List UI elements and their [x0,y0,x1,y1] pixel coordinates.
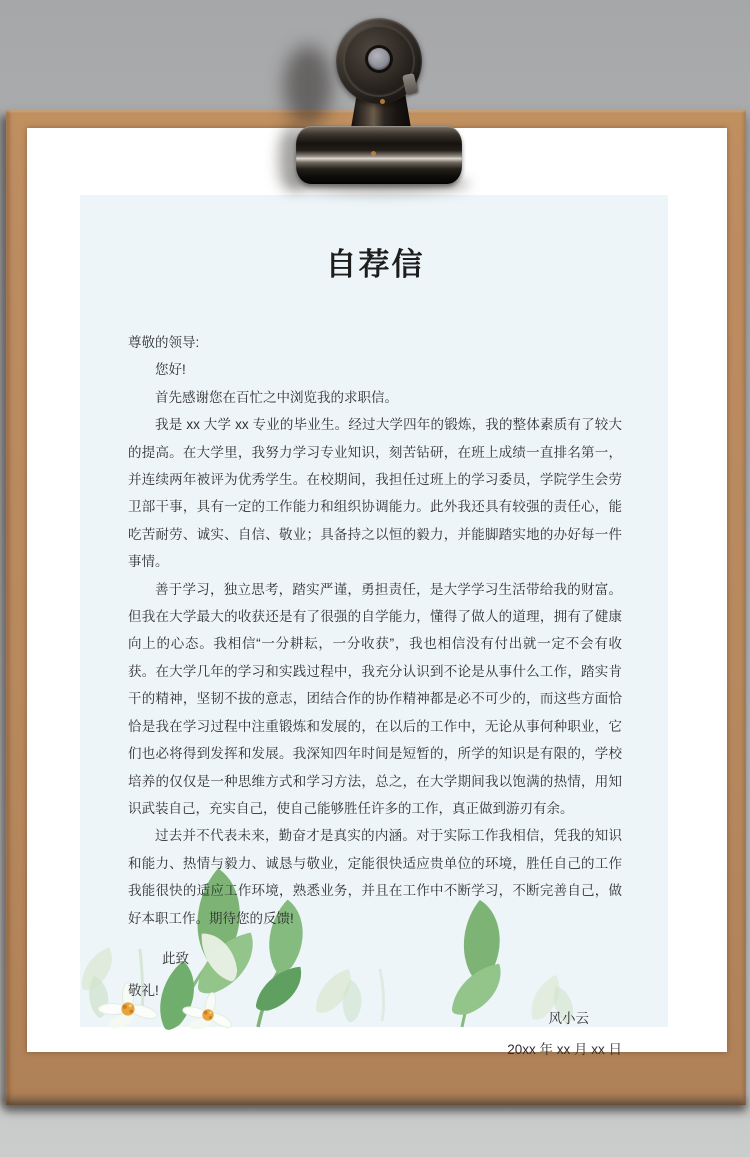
clip-glint [371,151,376,156]
letter-intro: 首先感谢您在百忙之中浏览我的求职信。 [155,389,398,405]
letter-content [80,245,668,1064]
signature-name: 风小云 [548,1010,589,1026]
letter-paper [27,128,727,1058]
board-cast-shadow-bottom [2,1098,746,1110]
clip-bar [296,126,462,184]
letter-title: 自荐信 [325,247,425,282]
letter-paragraph: 善于学习，独立思考，踏实严谨，勇担责任，是大学学习生活带给我的财富。但我在大学最大的收获还是有了很强的自学能力，懂得了做人的道理，拥有了健康向上的心态。我相信“一分耕耘，一分收获”，我也相信没有付出就一定不会有收获。在大学几年的学习和实践过程中，我充分认识到不论是从事什么工作，踏实肯干的精神，坚韧不拔的意志，团结合作的协作精神都是必不可少的，而这些方面恰恰是我在学习过程中注重锻炼和发展的，在以后的工作中，无论从事何种职业，它们也必将得到发挥和发展。我深知四年时间是短暂的，所学的知识是有限的，学校培养的仅仅是一种思维方式和学习方法，总之，在大学期间我以饱满的热情，用知识武装自己，充实自己，使自己能够胜任许多的工作，真正做到游刃有余。 [128,581,622,816]
closing-jingli: 敬礼! [128,983,159,999]
clip-knob-hole [368,48,390,70]
clip-shadow [284,46,332,126]
letter-salutation: 尊敬的领导: [128,335,200,350]
signature-date: 20xx 年 xx 月 xx 日 [507,1042,622,1058]
letter-greeting: 您好! [155,362,186,378]
letter-paragraph: 我是 xx 大学 xx 专业的毕业生。经过大学四年的锻炼，我的整体素质有了较大的提高。在大学里，我努力学习专业知识，刻苦钻研，在班上成绩一直排名第一，并连续两年被评为优秀学生。在校期间，我担任过班上的学习委员，学院学生会劳卫部干事，具有一定的工作能力和组织协调能力。此外我还具有较强的责任心，能吃苦耐劳、诚实、自信、敬业；具备持之以恒的毅力，并能脚踏实地的办好每一件事情。 [128,417,622,570]
clip-glint [380,99,385,104]
letter-page [80,195,668,1058]
closing-cizhi: 此致 [162,950,189,966]
letter-paragraph: 过去并不代表未来，勤奋才是真实的内涵。对于实际工作我相信，凭我的知识和能力、热情与毅力、诚恳与敬业，定能很快适应贵单位的环境，胜任自己的工作我能很快的适应工作环境，熟悉业务，并且在工作中不断学习，不断完善自己，做好本职工作。期待您的反馈! [128,828,622,926]
